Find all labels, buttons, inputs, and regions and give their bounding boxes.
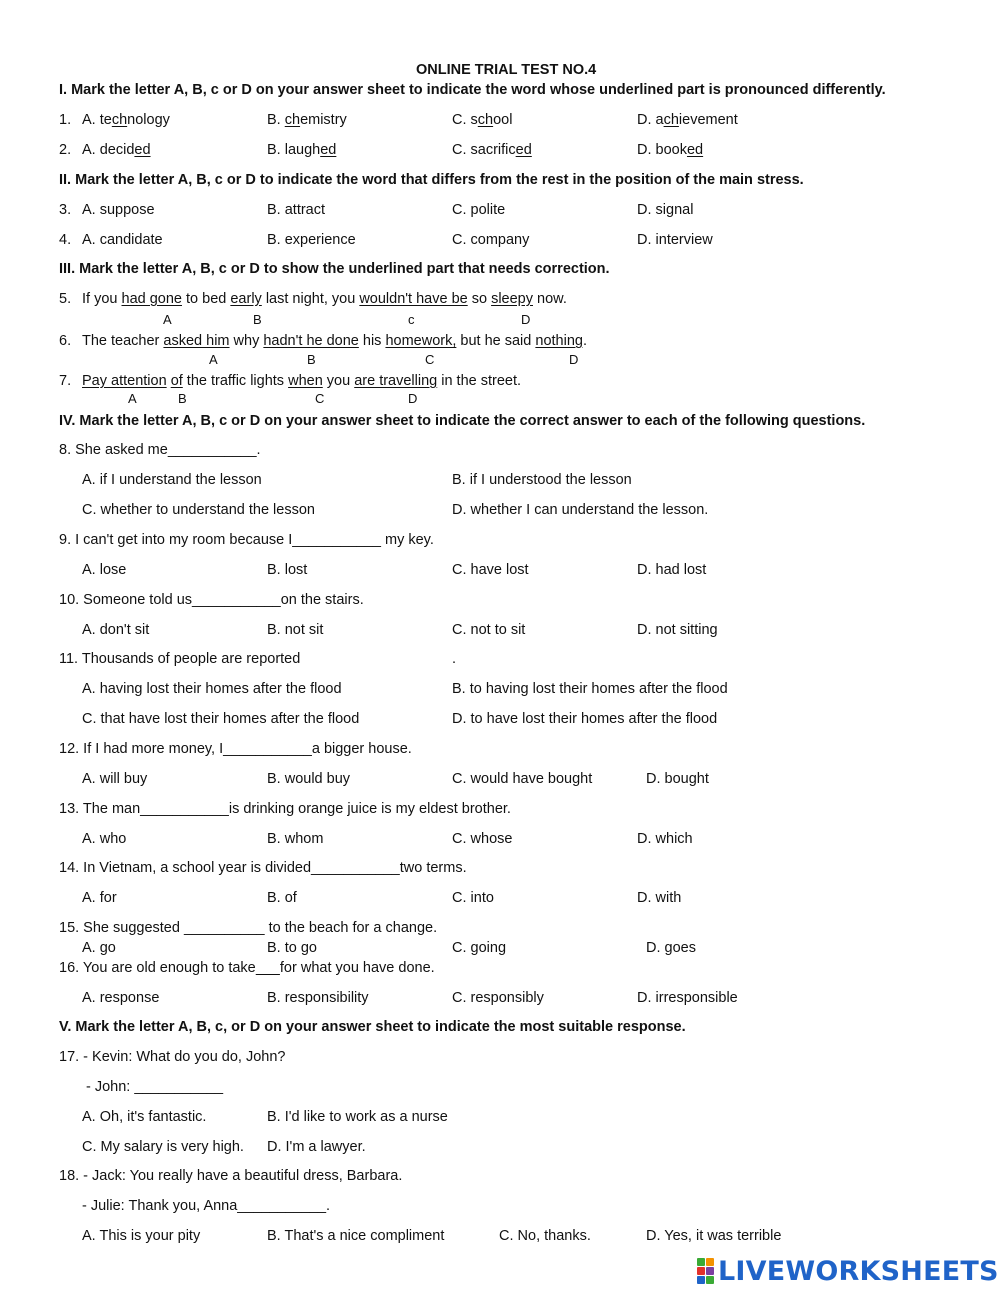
option-d[interactable]: D. interview — [637, 232, 713, 248]
section-ii-heading: II. Mark the letter A, B, c or D to indicate the word that differs from the rest in the position of the main stress. — [59, 172, 804, 188]
option-a[interactable]: A. Oh, it's fantastic. — [82, 1109, 207, 1125]
question-number: 6. — [59, 333, 72, 349]
option-b[interactable]: B. whom — [267, 831, 324, 847]
option-c[interactable]: C. No, thanks. — [499, 1228, 591, 1244]
question-sentence: The teacher asked him why hadn't he done his homework, but he said nothing. — [82, 333, 587, 349]
option-c[interactable]: C. whether to understand the lesson — [82, 502, 315, 518]
question-sentence: If you had gone to bed early last night, you wouldn't have be so sleepy now. — [82, 291, 567, 307]
option-b[interactable]: B. to having lost their homes after the flood — [452, 681, 728, 697]
option-a[interactable]: A. having lost their homes after the flood — [82, 681, 342, 697]
option-a[interactable]: A. technology — [82, 112, 170, 128]
label-b[interactable]: B — [307, 352, 316, 367]
option-c[interactable]: C. polite — [452, 202, 506, 218]
option-a[interactable]: A. decided — [82, 142, 151, 158]
stem-dot: . — [452, 651, 457, 667]
label-a[interactable]: A — [163, 312, 172, 327]
option-d[interactable]: D. signal — [637, 202, 694, 218]
option-a[interactable]: A. don't sit — [82, 622, 150, 638]
option-b[interactable]: B. not sit — [267, 622, 324, 638]
question-stem: 9. I can't get into my room because I___________ my key. — [59, 532, 434, 548]
option-b[interactable]: B. would buy — [267, 771, 351, 787]
option-d[interactable]: D. to have lost their homes after the flood — [452, 711, 718, 727]
section-iii-heading: III. Mark the letter A, B, c or D to show the underlined part that needs correction. — [59, 261, 610, 277]
question-sentence: Pay attention of the traffic lights when you are travelling in the street. — [82, 373, 522, 389]
option-c[interactable]: C. school — [452, 112, 513, 128]
option-d[interactable]: D. whether I can understand the lesson. — [452, 502, 709, 518]
question-number: 2. — [59, 142, 72, 158]
option-a[interactable]: A. if I understand the lesson — [82, 472, 262, 488]
logo-text: LIVEWORKSHEETS — [718, 1255, 999, 1287]
option-d[interactable]: D. irresponsible — [637, 990, 738, 1006]
option-d[interactable]: D. Yes, it was terrible — [646, 1228, 782, 1244]
option-c[interactable]: C. whose — [452, 831, 513, 847]
option-a[interactable]: A. who — [82, 831, 127, 847]
option-c[interactable]: C. not to sit — [452, 622, 526, 638]
option-a[interactable]: A. lose — [82, 562, 127, 578]
option-c[interactable]: C. going — [452, 940, 507, 956]
section-iv-heading: IV. Mark the letter A, B, c or D on your answer sheet to indicate the correct answer to each of the following questions. — [59, 413, 866, 429]
option-a[interactable]: A. for — [82, 890, 117, 906]
option-d[interactable]: D. with — [637, 890, 682, 906]
option-c[interactable]: C. have lost — [452, 562, 529, 578]
option-c[interactable]: C. responsibly — [452, 990, 544, 1006]
option-b[interactable]: B. experience — [267, 232, 356, 248]
option-c[interactable]: C. would have bought — [452, 771, 593, 787]
option-c[interactable]: C. company — [452, 232, 530, 248]
dialogue-line: 17. - Kevin: What do you do, John? — [59, 1049, 286, 1065]
question-stem: 12. If I had more money, I___________a bigger house. — [59, 741, 412, 757]
option-d[interactable]: D. not sitting — [637, 622, 718, 638]
option-a[interactable]: A. candidate — [82, 232, 163, 248]
question-number: 5. — [59, 291, 72, 307]
label-d[interactable]: D — [521, 312, 531, 327]
option-d[interactable]: D. booked — [637, 142, 704, 158]
option-b[interactable]: B. of — [267, 890, 297, 906]
dialogue-line: - Julie: Thank you, Anna___________. — [82, 1198, 331, 1214]
liveworksheets-logo[interactable] — [697, 1254, 999, 1288]
question-number: 4. — [59, 232, 72, 248]
dialogue-line: 18. - Jack: You really have a beautiful dress, Barbara. — [59, 1168, 403, 1184]
section-v-heading: V. Mark the letter A, B, c, or D on your answer sheet to indicate the most suitable response. — [59, 1019, 686, 1035]
page-title: ONLINE TRIAL TEST NO.4 — [416, 62, 597, 78]
option-a[interactable]: A. response — [82, 990, 160, 1006]
option-a[interactable]: A. will buy — [82, 771, 148, 787]
question-stem: 15. She suggested __________ to the beach for a change. — [59, 920, 438, 936]
question-number: 7. — [59, 373, 72, 389]
label-b[interactable]: B — [178, 391, 187, 406]
option-b[interactable]: B. chemistry — [267, 112, 347, 128]
question-stem: 14. In Vietnam, a school year is divided___________two terms. — [59, 860, 467, 876]
option-b[interactable]: B. That's a nice compliment — [267, 1228, 445, 1244]
option-a[interactable]: A. suppose — [82, 202, 155, 218]
option-b[interactable]: B. laughed — [267, 142, 337, 158]
label-c[interactable]: C — [425, 352, 435, 367]
question-stem: 8. She asked me___________. — [59, 442, 261, 458]
section-i-heading: I. Mark the letter A, B, c or D on your answer sheet to indicate the word whose underlined part is pronounced differently. — [59, 82, 886, 98]
option-b[interactable]: B. attract — [267, 202, 326, 218]
question-number: 3. — [59, 202, 72, 218]
option-d[interactable]: D. I'm a lawyer. — [267, 1139, 366, 1155]
option-b[interactable]: B. I'd like to work as a nurse — [267, 1109, 448, 1125]
option-d[interactable]: D. goes — [646, 940, 696, 956]
option-d[interactable]: D. which — [637, 831, 693, 847]
option-c[interactable]: C. into — [452, 890, 494, 906]
option-b[interactable]: B. responsibility — [267, 990, 369, 1006]
label-b[interactable]: B — [253, 312, 262, 327]
option-b[interactable]: B. lost — [267, 562, 308, 578]
label-d[interactable]: D — [408, 391, 418, 406]
option-c[interactable]: C. My salary is very high. — [82, 1139, 244, 1155]
label-a[interactable]: A — [209, 352, 218, 367]
option-b[interactable]: B. if I understood the lesson — [452, 472, 632, 488]
question-stem: 16. You are old enough to take for what you have done. — [59, 960, 435, 976]
question-stem: 10. Someone told us___________on the stairs. — [59, 592, 364, 608]
option-b[interactable]: B. to go — [267, 940, 317, 956]
option-d[interactable]: D. achievement — [637, 112, 738, 128]
label-a[interactable]: A — [128, 391, 137, 406]
label-d[interactable]: D — [569, 352, 579, 367]
question-stem: 11. Thousands of people are reported — [59, 651, 301, 667]
option-c[interactable]: C. sacrificed — [452, 142, 532, 158]
option-a[interactable]: A. This is your pity — [82, 1228, 201, 1244]
dialogue-line: - John: ___________ — [86, 1079, 224, 1095]
question-number: 1. — [59, 112, 72, 128]
liveworksheets-logo-icon — [697, 1258, 714, 1284]
label-c[interactable]: C — [315, 391, 325, 406]
option-d[interactable]: D. bought — [646, 771, 709, 787]
option-d[interactable]: D. had lost — [637, 562, 707, 578]
label-c[interactable]: c — [408, 312, 415, 327]
option-c[interactable]: C. that have lost their homes after the flood — [82, 711, 360, 727]
question-stem: 13. The man___________is drinking orange juice is my eldest brother. — [59, 801, 511, 817]
option-a[interactable]: A. go — [82, 940, 116, 956]
